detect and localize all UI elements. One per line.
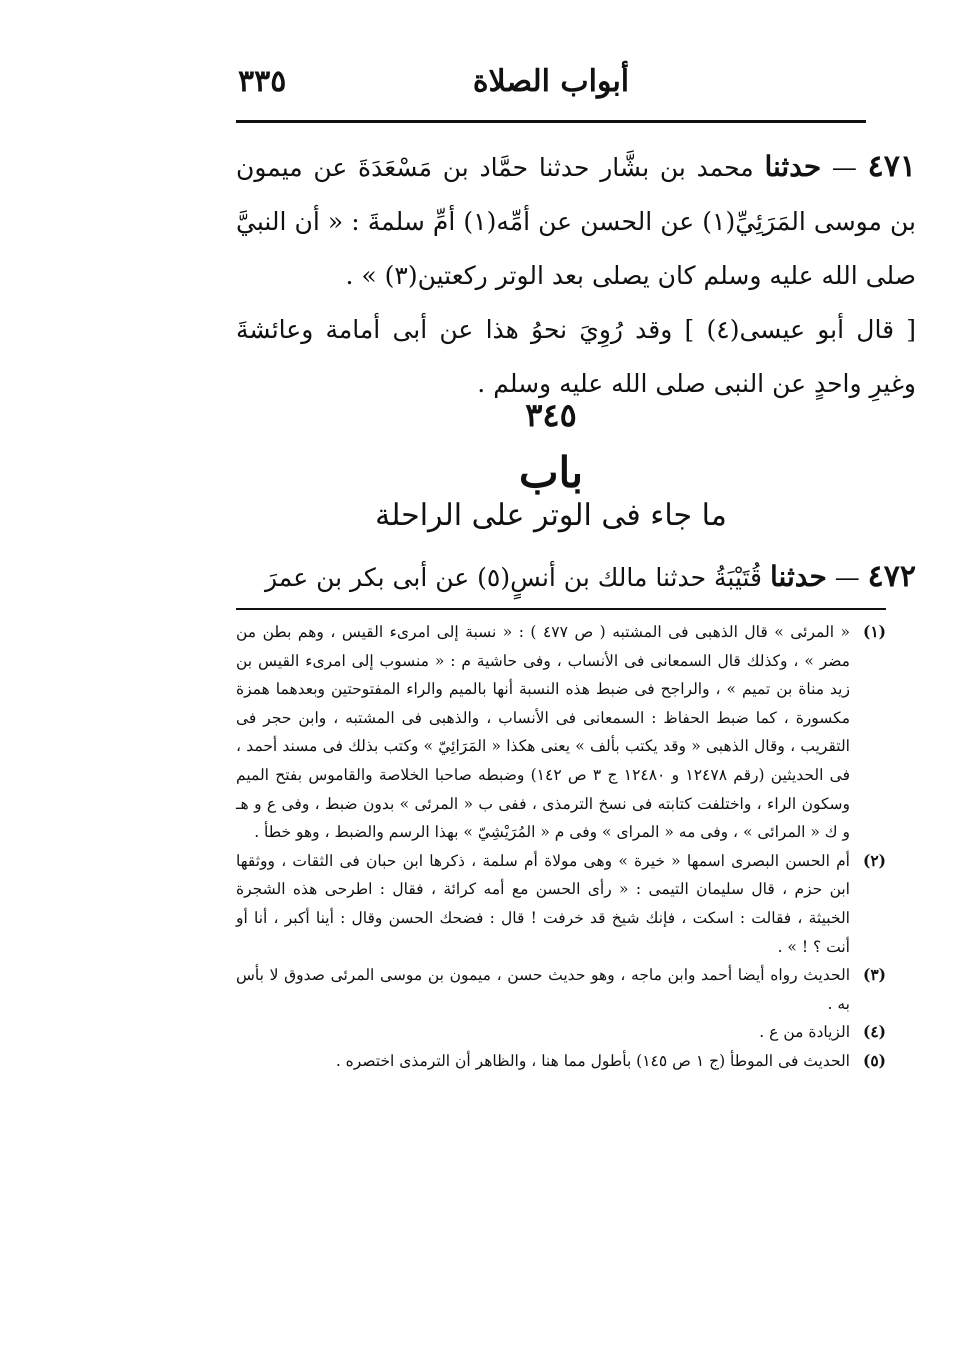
hadith-lead: حدثنا <box>764 150 822 183</box>
dash: — <box>826 563 860 592</box>
footnote-number: (١) <box>862 622 886 641</box>
footnote-number: (٤) <box>862 1022 886 1042</box>
chapter-number: ٣٤٥ <box>525 396 577 434</box>
dash: — <box>821 153 857 182</box>
footnote-number: (٣) <box>862 965 886 985</box>
hadith-471 <box>236 140 916 303</box>
main-text <box>236 140 916 411</box>
abu-isa-note: [ قال أبو عيسى(٤) ] وقد رُوِيَ نحوُ هذا عن أبى أمامة وعائشةَ وغيرِ واحدٍ عن النبى صلى الله عليه وسلم . <box>236 315 917 398</box>
footnote-2 <box>236 847 886 961</box>
page-header <box>236 58 866 108</box>
footnote-rule <box>236 608 886 610</box>
footnote-1 <box>236 618 886 847</box>
hadith-472 <box>236 550 916 605</box>
page-number: ٣٣٥ <box>238 64 287 99</box>
header-rule <box>236 120 866 123</box>
footnote-number: (٢) <box>862 850 886 870</box>
chapter-title: ما جاء فى الوتر على الراحلة <box>375 498 727 533</box>
footnote-text: الحديث رواه أيضا أحمد وابن ماجه ، وهو حديث حسن ، ميمون بن موسى المرئى صدوق لا بأس به . <box>236 966 850 1013</box>
footnote-text: أم الحسن البصرى اسمها « خيرة » وهى مولاة أم سلمة ، ذكرها ابن حبان فى الثقات ، ووثقها ابن حزم ، قال سليمان التيمى : « رأى الحسن مع أمه كرائة ، فقال : اطرحى هذه الشجرة الخبيثة ، فقالت : اسكت ، فإنك شيخ قد خرفت ! قال : فضحك الحسن وقال : أينا أكبر ، أنا أو أنت ؟ ! » . <box>236 851 850 956</box>
hadith-text: محمد بن بشَّار حدثنا حمَّاد بن مَسْعَدَةَ عن ميمون بن موسى المَرَئِيِّ(١) عن الحسن عن أمِّه(١) أمِّ سلمةَ : « أن النبيَّ صلى الله عليه وسلم كان يصلى بعد الوتر ركعتين(٣) » . <box>236 153 916 290</box>
hadith-number: ٤٧٢ <box>867 559 916 594</box>
footnotes <box>236 618 886 1076</box>
footnote-3 <box>236 961 886 1018</box>
footnote-text: الحديث فى الموطأ (ج ١ ص ١٤٥) بأطول مما هنا ، والظاهر أن الترمذى اختصره . <box>335 1051 850 1070</box>
hadith-lead: حدثنا <box>769 560 827 593</box>
footnote-text: الزيادة من ع . <box>759 1023 850 1042</box>
hadith-number: ٤٧١ <box>867 149 916 184</box>
footnote-4 <box>236 1018 886 1047</box>
chapter-label: باب <box>518 448 584 497</box>
hadith-text: قُتَيْبَةُ حدثنا مالك بن أنسٍ(٥) عن أبى بكر بن عمرَ <box>265 563 763 592</box>
running-title: أبواب الصلاة <box>472 64 630 99</box>
footnote-number: (٥) <box>862 1050 886 1070</box>
footnote-text: « المرئى » قال الذهبى فى المشتبه ( ص ٤٧٧ ) : « نسبة إلى امرىء القيس ، وهم بطن من مضر » ، وكذلك قال السمعانى فى الأنساب ، وفى حاشية م : « منسوب إلى امرىء القيس بن زيد مناة بن تميم » ، والراجح فى ضبط هذه النسبة أنها بالميم والراء المفتوحتين وبعدهما همزة مكسورة ، كما ضبط الحفاظ : السمعانى فى الأنساب ، والذهبى فى المشتبه ، وابن حجر فى التقريب ، وقال الذهبى « وقد يكتب بألف » يعنى هكذا « المَرَائِيّ » وكتب بذلك فى مسند أحمد ، فى الحديثين (رقم ١٢٤٧٨ و ١٢٤٨٠ ج ٣ ص ١٤٢) وضبطه صاحبا الخلاصة والقاموس بفتح الميم وسكون الراء ، واختلفت كتابته فى نسخ الترمذى ، ففى ب « المرئى » بدون ضبط ، وفى ع و هـ و ك « المرائى » ، وفى مه « المراى » وفى م « المُرَيْشِيّ » بهذا الرسم والضبط ، وهو خطأ . <box>236 623 851 842</box>
footnote-5 <box>236 1047 886 1076</box>
